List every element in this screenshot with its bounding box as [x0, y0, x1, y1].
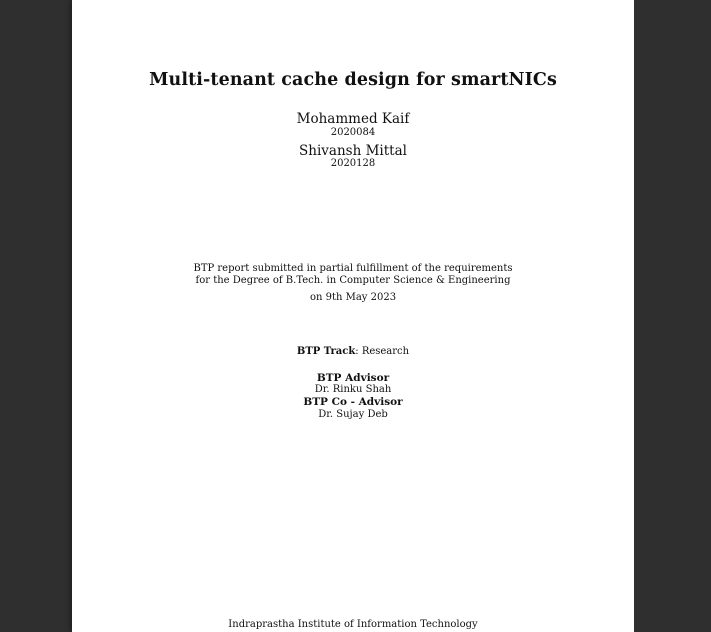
submission-statement-line-1: BTP report submitted in partial fulfillment of the requirements	[193, 263, 513, 274]
author-name: Mohammed Kaif	[296, 111, 410, 127]
submission-date: on 9th May 2023	[309, 292, 397, 303]
submission-statement-line-2: for the Degree of B.Tech. in Computer Science & Engineering	[195, 275, 511, 286]
viewer-right-gutter	[634, 0, 711, 632]
author-name: Shivansh Mittal	[299, 143, 407, 159]
co-advisor-heading: BTP Co - Advisor	[303, 396, 403, 408]
btp-track-value: : Research	[355, 346, 410, 357]
advisor-name: Dr. Rinku Shah	[314, 384, 392, 395]
btp-track	[72, 346, 634, 357]
viewer-left-gutter	[0, 0, 72, 632]
institute-name: Indraprastha Institute of Information Technology	[228, 619, 478, 630]
advisor-heading: BTP Advisor	[316, 372, 390, 384]
btp-track-label: BTP Track	[296, 346, 356, 357]
document-page	[72, 0, 634, 632]
report-title: Multi-tenant cache design for smartNICs	[149, 70, 557, 90]
co-advisor-name: Dr. Sujay Deb	[318, 409, 388, 420]
author-roll-number: 2020128	[330, 158, 376, 169]
author-roll-number: 2020084	[330, 127, 376, 138]
